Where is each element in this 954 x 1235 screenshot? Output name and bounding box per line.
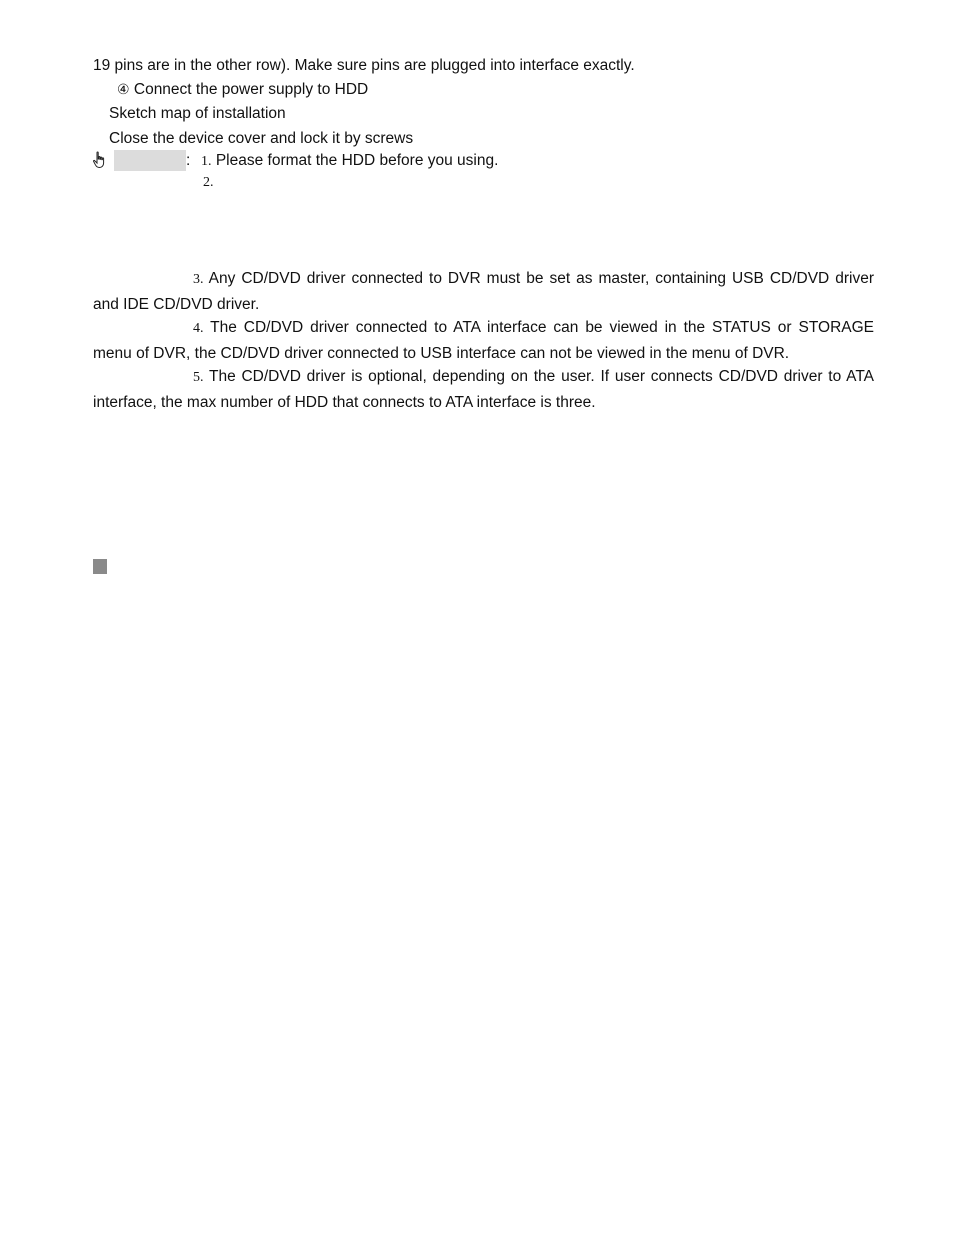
note-number: 4. bbox=[193, 321, 204, 336]
power-text: Connect the power supply to HDD bbox=[133, 81, 369, 98]
note-item-1 bbox=[201, 151, 498, 172]
close-cover-text: Close the device cover and lock it by screws bbox=[109, 130, 414, 147]
note-colon: : bbox=[186, 152, 191, 169]
text-line-power bbox=[117, 80, 368, 101]
note-text: Please format the HDD before you using. bbox=[215, 152, 499, 169]
pointing-hand-icon bbox=[92, 151, 108, 169]
note-number: 2. bbox=[203, 175, 214, 190]
note-item-2 bbox=[203, 172, 214, 193]
section-bullet-square bbox=[93, 559, 107, 574]
note-item-5 bbox=[93, 365, 874, 415]
note-text: The CD/DVD driver is optional, depending on the user. If user connects CD/DVD driver to ATA interface, the max number of HDD that connects to ATA interface is three. bbox=[93, 368, 874, 411]
text-line-sketch bbox=[109, 104, 286, 124]
note-number: 1. bbox=[201, 154, 212, 169]
step-marker: ④ bbox=[117, 83, 130, 98]
note-item-3 bbox=[93, 267, 874, 317]
sketch-text: Sketch map of installation bbox=[109, 105, 286, 122]
note-text: The CD/DVD driver connected to ATA interface can be viewed in the STATUS or STORAGE menu of DVR, the CD/DVD driver connected to USB interface can not be viewed in the menu of DVR. bbox=[93, 319, 874, 362]
note-label-box bbox=[114, 150, 186, 171]
text-line-close-cover bbox=[109, 129, 413, 149]
note-text: Any CD/DVD driver connected to DVR must be set as master, containing USB CD/DVD driver and IDE CD/DVD driver. bbox=[93, 270, 874, 313]
pins-text: 19 pins are in the other row). Make sure pins are plugged into interface exactly. bbox=[93, 57, 635, 74]
note-number: 3. bbox=[193, 272, 204, 287]
note-number: 5. bbox=[193, 370, 204, 385]
note-item-4 bbox=[93, 316, 874, 366]
text-line-pins bbox=[93, 56, 635, 76]
